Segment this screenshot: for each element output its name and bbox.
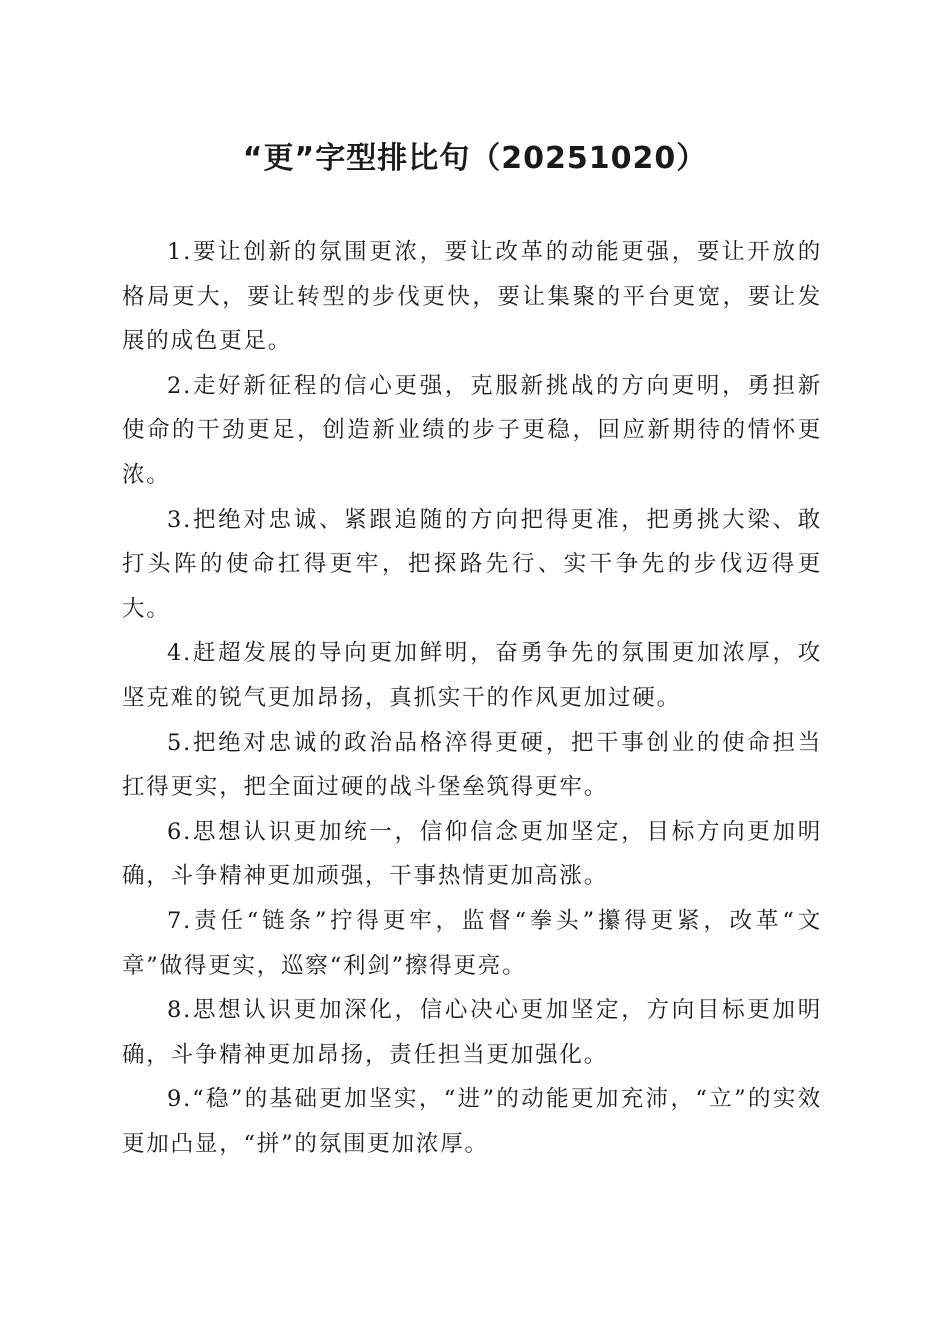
document-title: “更”字型排比句（20251020） [242,141,708,176]
paragraph-6: 6.思想认识更加统一，信仰信念更加坚定，目标方向更加明确，斗争精神更加顽强，干事热情更加高涨。 [122,818,822,890]
paragraph-3: 3.把绝对忠诚、紧跟追随的方向把得更准，把勇挑大梁、敢打头阵的使命扛得更牢，把探路先行、实干争先的步伐迈得更大。 [122,506,822,622]
paragraph-5: 5.把绝对忠诚的政治品格淬得更硬，把干事创业的使命担当扛得更实，把全面过硬的战斗堡垒筑得更牢。 [122,729,822,801]
paragraph-4: 4.赶超发展的导向更加鲜明，奋勇争先的氛围更加浓厚，攻坚克难的锐气更加昂扬，真抓实干的作风更加过硬。 [122,640,822,711]
paragraph-1: 1.要让创新的氛围更浓，要让改革的动能更强，要让开放的格局更大，要让转型的步伐更快，要让集聚的平台更宽，要让发展的成色更足。 [122,239,822,355]
paragraph-2: 2.走好新征程的信心更强，克服新挑战的方向更明，勇担新使命的干劲更足，创造新业绩的步子更稳，回应新期待的情怀更浓。 [122,372,822,488]
paragraph-7: 7.责任“链条”拧得更牢，监督“拳头”攥得更紧，改革“文章”做得更实，巡察“利剑”擦得更亮。 [122,907,822,979]
paragraph-9: 9.“稳”的基础更加坚实，“进”的动能更加充沛，“立”的实效更加凸显，“拼”的氛围更加浓厚。 [122,1086,822,1157]
document-body [122,230,822,1166]
paragraph-8: 8.思想认识更加深化，信心决心更加坚定，方向目标更加明确，斗争精神更加昂扬，责任担当更加强化。 [122,997,822,1068]
